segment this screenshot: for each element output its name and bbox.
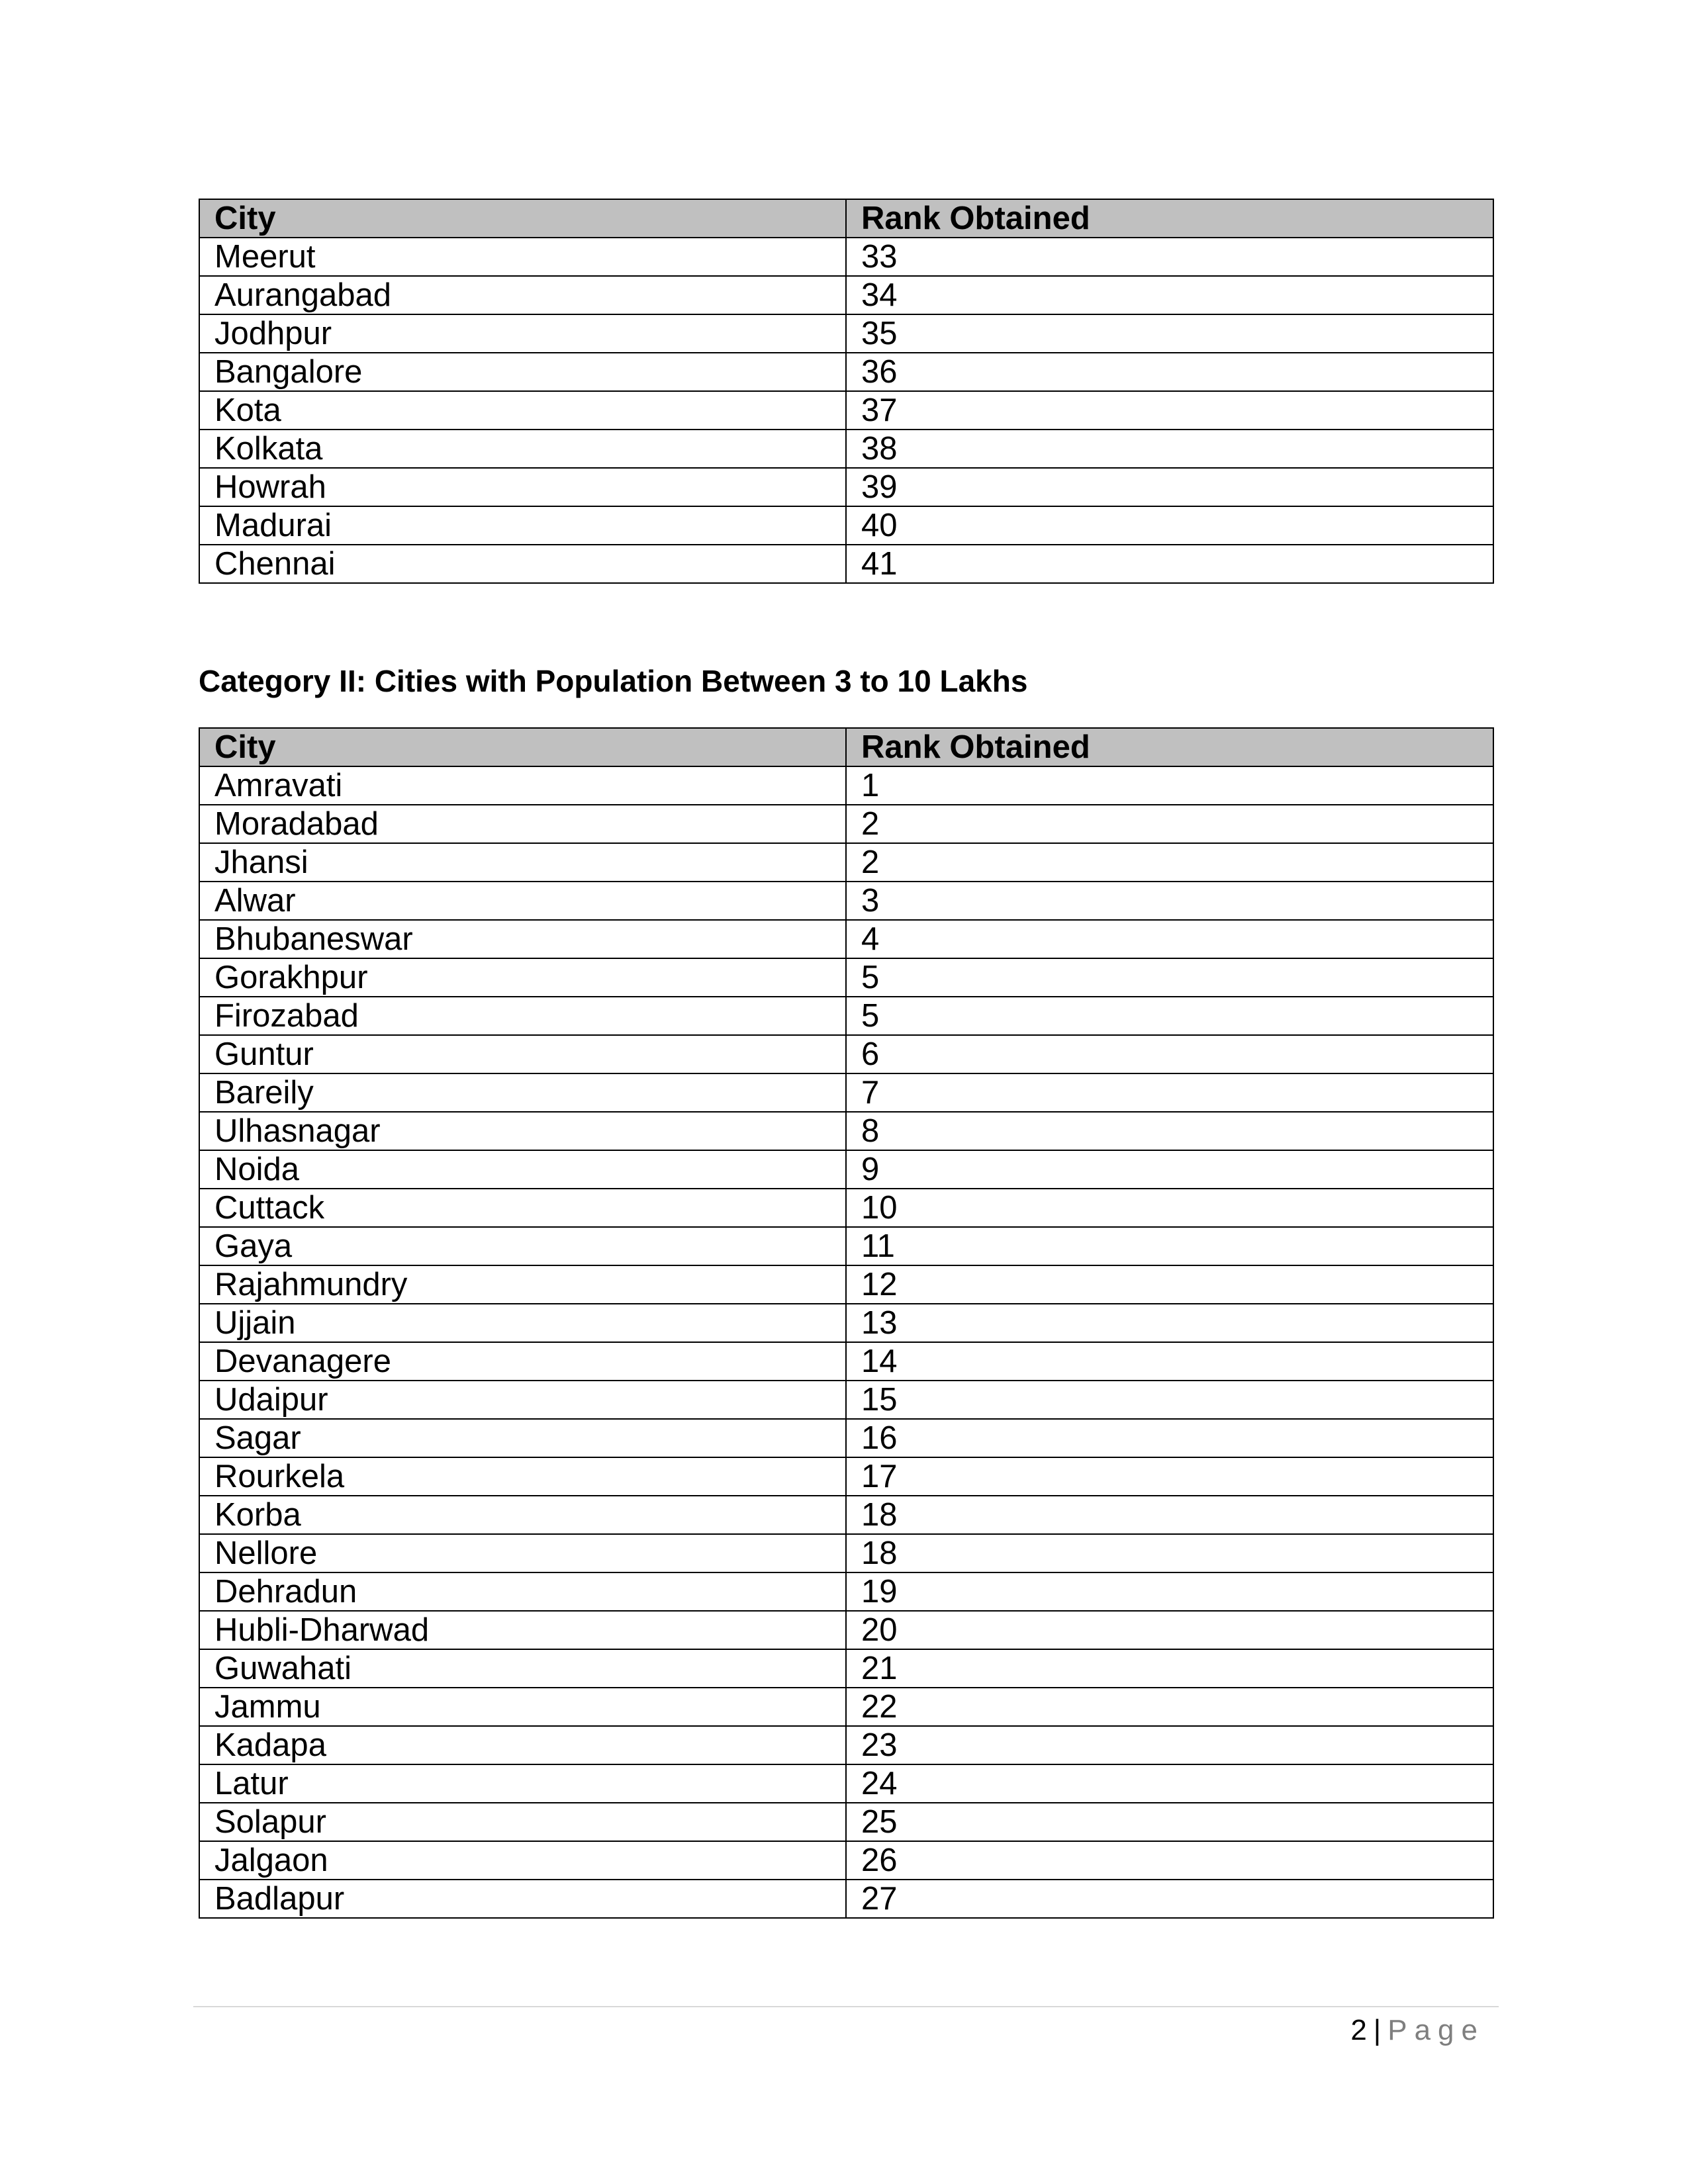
city-cell: Moradabad bbox=[199, 805, 846, 843]
rank-cell: 5 bbox=[846, 958, 1493, 997]
city-cell: Jhansi bbox=[199, 843, 846, 882]
rank-cell: 1 bbox=[846, 766, 1493, 805]
rank-cell: 14 bbox=[846, 1342, 1493, 1381]
city-cell: Bareily bbox=[199, 1073, 846, 1112]
table-row bbox=[199, 1189, 1493, 1227]
table-row bbox=[199, 805, 1493, 843]
table-row bbox=[199, 766, 1493, 805]
city-cell: Rourkela bbox=[199, 1457, 846, 1496]
table-row bbox=[199, 545, 1493, 583]
table-row bbox=[199, 506, 1493, 545]
city-cell: Korba bbox=[199, 1496, 846, 1534]
city-cell: Amravati bbox=[199, 766, 846, 805]
table-row bbox=[199, 1150, 1493, 1189]
page-number: 2 bbox=[1350, 2014, 1367, 2046]
city-cell: Meerut bbox=[199, 238, 846, 276]
section-heading-category-2: Category II: Cities with Population Between 3 to 10 Lakhs bbox=[199, 664, 1028, 698]
city-cell: Kadapa bbox=[199, 1726, 846, 1764]
rank-cell: 22 bbox=[846, 1688, 1493, 1726]
city-cell: Hubli-Dharwad bbox=[199, 1611, 846, 1649]
table-row bbox=[199, 468, 1493, 506]
city-cell: Dehradun bbox=[199, 1572, 846, 1611]
table-header-row bbox=[199, 728, 1493, 766]
table-row bbox=[199, 1880, 1493, 1918]
city-cell: Howrah bbox=[199, 468, 846, 506]
city-cell: Ulhasnagar bbox=[199, 1112, 846, 1150]
city-cell: Ujjain bbox=[199, 1304, 846, 1342]
city-rank-table-2 bbox=[199, 727, 1494, 1919]
table-body bbox=[199, 766, 1493, 1918]
column-header-rank: Rank Obtained bbox=[846, 728, 1493, 766]
table-row bbox=[199, 1073, 1493, 1112]
rank-cell: 41 bbox=[846, 545, 1493, 583]
rank-cell: 11 bbox=[846, 1227, 1493, 1265]
city-cell: Aurangabad bbox=[199, 276, 846, 314]
city-rank-table-1 bbox=[199, 199, 1494, 584]
rank-cell: 8 bbox=[846, 1112, 1493, 1150]
rank-cell: 25 bbox=[846, 1803, 1493, 1841]
city-cell: Alwar bbox=[199, 882, 846, 920]
city-cell: Jodhpur bbox=[199, 314, 846, 353]
city-cell: Guwahati bbox=[199, 1649, 846, 1688]
rank-cell: 9 bbox=[846, 1150, 1493, 1189]
city-cell: Sagar bbox=[199, 1419, 846, 1457]
rank-cell: 36 bbox=[846, 353, 1493, 391]
rank-cell: 38 bbox=[846, 430, 1493, 468]
table-row bbox=[199, 1457, 1493, 1496]
table-row bbox=[199, 1726, 1493, 1764]
city-cell: Guntur bbox=[199, 1035, 846, 1073]
page-separator: | bbox=[1373, 2014, 1382, 2046]
rank-cell: 19 bbox=[846, 1572, 1493, 1611]
city-cell: Udaipur bbox=[199, 1381, 846, 1419]
rank-cell: 3 bbox=[846, 882, 1493, 920]
table-row bbox=[199, 1265, 1493, 1304]
rank-cell: 33 bbox=[846, 238, 1493, 276]
city-cell: Jalgaon bbox=[199, 1841, 846, 1880]
rank-cell: 2 bbox=[846, 843, 1493, 882]
city-cell: Jammu bbox=[199, 1688, 846, 1726]
rank-cell: 39 bbox=[846, 468, 1493, 506]
table-row bbox=[199, 314, 1493, 353]
table-row bbox=[199, 1112, 1493, 1150]
city-cell: Devanagere bbox=[199, 1342, 846, 1381]
column-header-city: City bbox=[199, 728, 846, 766]
table-row bbox=[199, 276, 1493, 314]
city-cell: Solapur bbox=[199, 1803, 846, 1841]
table-body bbox=[199, 238, 1493, 583]
table-row bbox=[199, 1611, 1493, 1649]
rank-cell: 17 bbox=[846, 1457, 1493, 1496]
rank-cell: 13 bbox=[846, 1304, 1493, 1342]
rank-cell: 5 bbox=[846, 997, 1493, 1035]
column-header-rank: Rank Obtained bbox=[846, 199, 1493, 238]
table-row bbox=[199, 1572, 1493, 1611]
table-row bbox=[199, 1304, 1493, 1342]
rank-cell: 23 bbox=[846, 1726, 1493, 1764]
rank-cell: 27 bbox=[846, 1880, 1493, 1918]
city-cell: Rajahmundry bbox=[199, 1265, 846, 1304]
rank-cell: 21 bbox=[846, 1649, 1493, 1688]
table-row bbox=[199, 1649, 1493, 1688]
rank-cell: 16 bbox=[846, 1419, 1493, 1457]
table-row bbox=[199, 1419, 1493, 1457]
rank-cell: 37 bbox=[846, 391, 1493, 430]
table-row bbox=[199, 1764, 1493, 1803]
rank-cell: 40 bbox=[846, 506, 1493, 545]
table-row bbox=[199, 920, 1493, 958]
city-cell: Kota bbox=[199, 391, 846, 430]
city-cell: Gorakhpur bbox=[199, 958, 846, 997]
rank-cell: 6 bbox=[846, 1035, 1493, 1073]
rank-cell: 7 bbox=[846, 1073, 1493, 1112]
city-cell: Nellore bbox=[199, 1534, 846, 1572]
city-cell: Chennai bbox=[199, 545, 846, 583]
rank-cell: 12 bbox=[846, 1265, 1493, 1304]
rank-cell: 18 bbox=[846, 1534, 1493, 1572]
city-cell: Bangalore bbox=[199, 353, 846, 391]
city-cell: Noida bbox=[199, 1150, 846, 1189]
city-cell: Cuttack bbox=[199, 1189, 846, 1227]
table-row bbox=[199, 997, 1493, 1035]
rank-cell: 18 bbox=[846, 1496, 1493, 1534]
city-cell: Firozabad bbox=[199, 997, 846, 1035]
city-cell: Latur bbox=[199, 1764, 846, 1803]
city-cell: Madurai bbox=[199, 506, 846, 545]
table-row bbox=[199, 391, 1493, 430]
rank-cell: 26 bbox=[846, 1841, 1493, 1880]
table-row bbox=[199, 882, 1493, 920]
table-row bbox=[199, 1227, 1493, 1265]
table-row bbox=[199, 1496, 1493, 1534]
city-cell: Kolkata bbox=[199, 430, 846, 468]
rank-cell: 34 bbox=[846, 276, 1493, 314]
table-row bbox=[199, 353, 1493, 391]
table-row bbox=[199, 1342, 1493, 1381]
table-row bbox=[199, 843, 1493, 882]
table-row bbox=[199, 1035, 1493, 1073]
city-cell: Gaya bbox=[199, 1227, 846, 1265]
table-row bbox=[199, 1534, 1493, 1572]
page-label: Page bbox=[1387, 2014, 1485, 2046]
table-row bbox=[199, 1803, 1493, 1841]
rank-cell: 4 bbox=[846, 920, 1493, 958]
rank-cell: 2 bbox=[846, 805, 1493, 843]
table-header-row bbox=[199, 199, 1493, 238]
rank-cell: 20 bbox=[846, 1611, 1493, 1649]
column-header-city: City bbox=[199, 199, 846, 238]
table-row bbox=[199, 1381, 1493, 1419]
footer-divider bbox=[193, 2006, 1499, 2007]
table-row bbox=[199, 430, 1493, 468]
rank-cell: 10 bbox=[846, 1189, 1493, 1227]
page-footer bbox=[1350, 2012, 1485, 2049]
city-cell: Badlapur bbox=[199, 1880, 846, 1918]
rank-cell: 15 bbox=[846, 1381, 1493, 1419]
table-row bbox=[199, 1841, 1493, 1880]
table-row bbox=[199, 958, 1493, 997]
table-row bbox=[199, 238, 1493, 276]
city-cell: Bhubaneswar bbox=[199, 920, 846, 958]
rank-cell: 35 bbox=[846, 314, 1493, 353]
table-row bbox=[199, 1688, 1493, 1726]
rank-cell: 24 bbox=[846, 1764, 1493, 1803]
